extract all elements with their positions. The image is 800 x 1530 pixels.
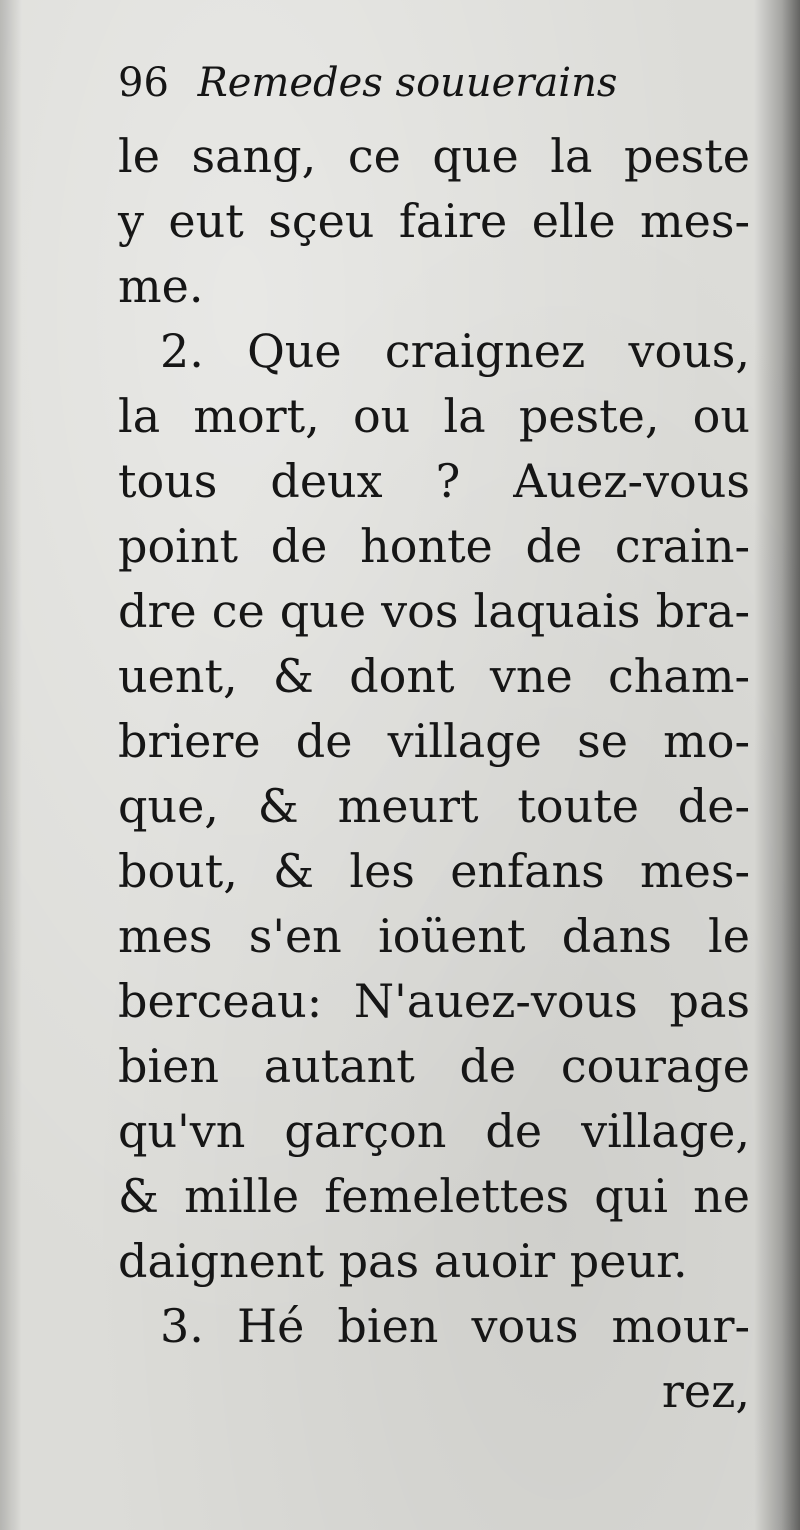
- text-line: daignent pas auoir peur.: [118, 1234, 688, 1288]
- text-line: le sang, ce que la peste: [118, 129, 750, 183]
- text-line: bout, & les enfans mes-: [118, 844, 750, 898]
- body-text: [118, 124, 750, 1424]
- page-gutter-shadow: [0, 0, 22, 1530]
- page-edge-shadow: [754, 0, 800, 1530]
- text-line: 2. Que craignez vous,: [160, 324, 750, 378]
- text-line: qu'vn garçon de village,: [118, 1104, 750, 1158]
- text-line: 3. Hé bien vous mour-: [160, 1299, 750, 1353]
- text-line: uent, & dont vne cham-: [118, 649, 750, 703]
- text-line: berceau: N'auez-vous pas: [118, 974, 750, 1028]
- text-line: bien autant de courage: [118, 1039, 750, 1093]
- text-line: dre ce que vos laquais bra-: [118, 584, 750, 638]
- text-line: point de honte de crain-: [118, 519, 750, 573]
- text-line: que, & meurt toute de-: [118, 779, 750, 833]
- text-line: y eut sçeu faire elle mes-: [118, 194, 750, 248]
- catchword: rez,: [661, 1364, 750, 1418]
- text-line: & mille femelettes qui ne: [118, 1169, 750, 1223]
- text-line: tous deux ? Auez-vous: [118, 454, 750, 508]
- text-line: la mort, ou la peste, ou: [118, 389, 750, 443]
- text-line: me.: [118, 259, 204, 313]
- running-head-title: Remedes souuerains: [197, 60, 618, 106]
- text-line: briere de village se mo-: [118, 714, 750, 768]
- page-number: 96: [118, 60, 169, 106]
- text-line: mes s'en ioüent dans le: [118, 909, 750, 963]
- running-head: [118, 58, 617, 108]
